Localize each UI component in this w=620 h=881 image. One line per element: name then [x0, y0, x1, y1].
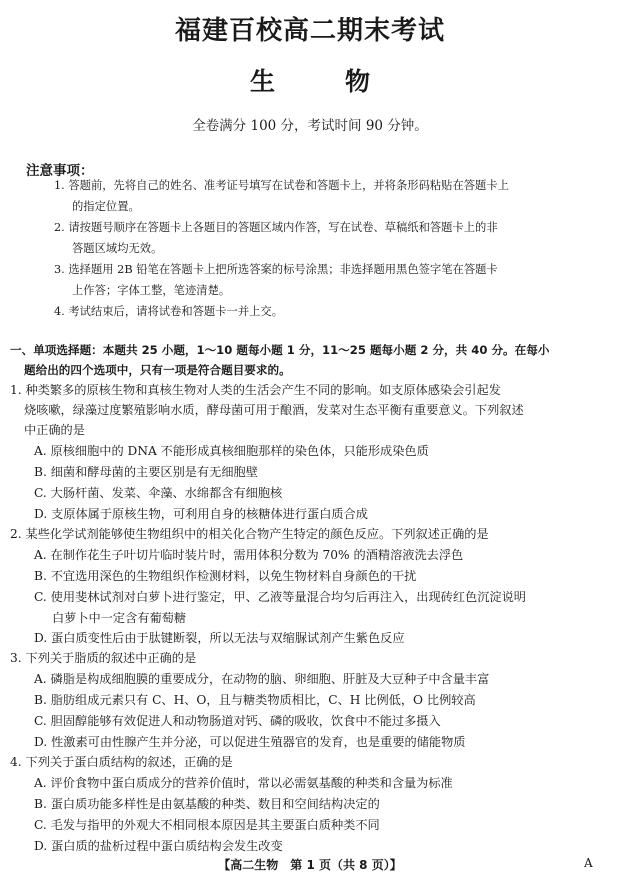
question-stem: 2. 某些化学试剂能够使生物组织中的相关化合物产生特定的颜色反应。下列叙述正确的是: [10, 527, 489, 541]
notice-heading: 注意事项：: [26, 163, 94, 179]
page-footer: [0, 856, 620, 873]
question-option: A. 磷脂是构成细胞膜的重要成分，在动物的脑、卵细胞、肝脏及大豆种子中含量丰富: [34, 672, 490, 686]
question-option: A. 在制作花生子叶切片临时装片时，需用体积分数为 70% 的酒精溶液洗去浮色: [34, 548, 464, 562]
section-instructions: 一、单项选择题：本题共 25 小题，1～10 题每小题 1 分，11～25 题每小题 2 分，共 40 分。在每小: [10, 343, 550, 357]
question-option: 白萝卜中一定含有葡萄糖: [52, 611, 187, 625]
question-option: C. 胆固醇能够有效促进人和动物肠道对钙、磷的吸收，饮食中不能过多摄入: [34, 714, 441, 728]
subject-char-1: 生: [249, 67, 275, 96]
exam-info: 全卷满分 100 分，考试时间 90 分钟。: [192, 118, 428, 134]
notice-line: 上作答；字体工整，笔迹清楚。: [72, 284, 231, 297]
question-stem: 中正确的是: [24, 423, 85, 437]
footer-page-label: 【高二生物 第 1 页（共 8 页）】: [218, 858, 402, 872]
question-option: C. 大肠杆菌、发菜、伞藻、水绵都含有细胞核: [34, 486, 283, 500]
question-stem: 4. 下列关于蛋白质结构的叙述，正确的是: [10, 755, 233, 769]
question-option: B. 细菌和酵母菌的主要区别是有无细胞壁: [34, 465, 258, 479]
notice-line: 3. 选择题用 2B 铅笔在答题卡上把所选答案的标号涂黑；非选择题用黑色签字笔在答题卡: [54, 263, 498, 276]
question-stem: 1. 种类繁多的原核生物和真核生物对人类的生活会产生不同的影响。如支原体感染会引起发: [10, 383, 501, 397]
notice-line: 2. 请按题号顺序在答题卡上各题目的答题区域内作答，写在试卷、草稿纸和答题卡上的非: [54, 221, 498, 234]
question-stem: 3. 下列关于脂质的叙述中正确的是: [10, 651, 197, 665]
question-option: A. 评价食物中蛋白质成分的营养价值时，常以必需氨基酸的种类和含量为标准: [34, 776, 453, 790]
question-option: C. 使用斐林试剂对白萝卜进行鉴定，甲、乙液等量混合均匀后再注入，出现砖红色沉淀说明: [34, 590, 526, 604]
question-option: A. 原核细胞中的 DNA 不能形成真核细胞那样的染色体，只能形成染色质: [34, 444, 429, 458]
question-stem: 烧咳嗽，绿藻过度繁殖影响水质，酵母菌可用于酿酒，发菜对生态平衡有重要意义。下列叙述: [24, 403, 524, 417]
question-option: B. 蛋白质功能多样性是由氨基酸的种类、数目和空间结构决定的: [34, 797, 380, 811]
subject-char-2: 物: [345, 67, 371, 96]
notice-line: 4. 考试结束后，请将试卷和答题卡一并上交。: [54, 305, 284, 318]
notice-line: 1. 答题前，先将自己的姓名、准考证号填写在试卷和答题卡上，并将条形码粘贴在答题卡上: [54, 179, 509, 192]
question-option: B. 脂肪组成元素只有 C、H、O，且与糖类物质相比，C、H 比例低，O 比例较高: [34, 693, 476, 707]
question-option: D. 蛋白质变性后由于肽键断裂，所以无法与双缩脲试剂产生紫色反应: [34, 631, 405, 645]
question-option: B. 不宜选用深色的生物组织作检测材料，以免生物材料自身颜色的干扰: [34, 569, 417, 583]
question-option: D. 性激素可由性腺产生并分泌，可以促进生殖器官的发育，也是重要的储能物质: [34, 735, 466, 749]
exam-title: 福建百校高二期末考试: [174, 16, 445, 46]
question-option: D. 支原体属于原核生物，可利用自身的核糖体进行蛋白质合成: [34, 507, 368, 521]
notice-line: 答题区域均无效。: [72, 242, 163, 255]
section-instructions: 题给出的四个选项中，只有一项是符合题目要求的。: [24, 363, 291, 377]
notice-line: 的指定位置。: [72, 200, 140, 213]
paper-version: A: [584, 856, 593, 870]
subject-heading: [0, 62, 620, 98]
question-option: D. 蛋白质的盐析过程中蛋白质结构会发生改变: [34, 839, 283, 853]
question-option: C. 毛发与指甲的外观大不相同根本原因是其主要蛋白质种类不同: [34, 818, 380, 832]
